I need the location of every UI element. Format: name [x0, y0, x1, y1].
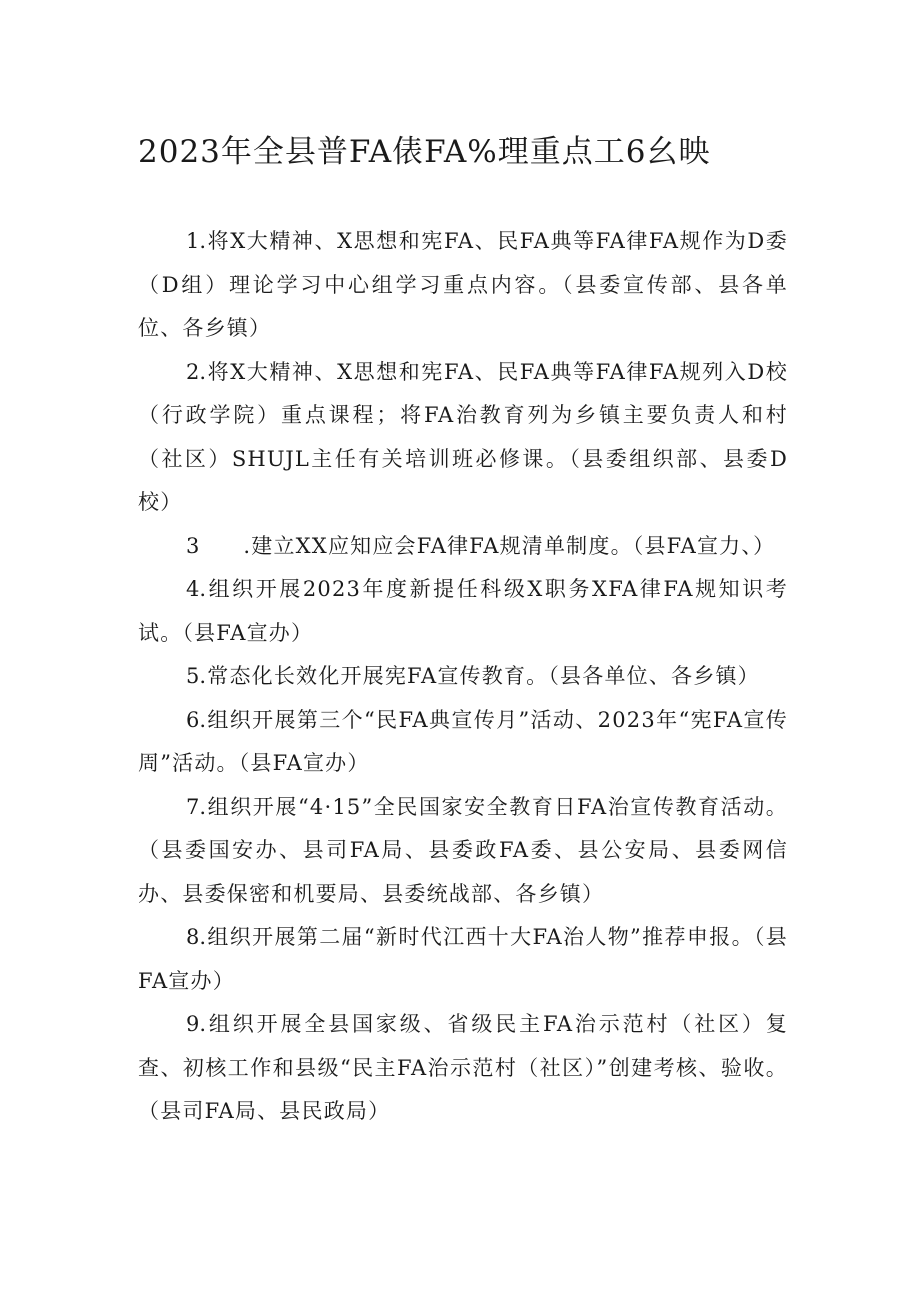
item-text: .组织开展“4·15”全民国家安全教育日FA治宣传教育活动。（县委国安办、县司FA局、县委政FA委、县公安局、县委网信办、县委保密和机要局、县委统战部、各乡镇） [138, 794, 788, 906]
item-text: .常态化长效化开展宪FA宣传教育。（县各单位、各乡镇） [199, 664, 760, 688]
item-number: 9 [186, 1012, 200, 1036]
item-text: .组织开展第二届“新时代江西十大FA治人物”推荐申报。（县FA宣办） [138, 925, 788, 993]
list-item-2 [138, 351, 788, 525]
list-item-1 [138, 220, 788, 351]
item-text: .建立XX应知应会FA律FA规清单制度。（县FA宣力、） [243, 533, 776, 558]
item-number: 8 [186, 925, 200, 949]
item-text: .组织开展2023年度新提任科级X职务XFA律FA规知识考试。（县FA宣办） [138, 577, 788, 645]
item-number: 4 [186, 577, 200, 601]
item-number: 5 [186, 664, 200, 688]
item-number: 1 [186, 229, 200, 253]
item-text: .将X大精神、X思想和宪FA、民FA典等FA律FA规作为D委（D组）理论学习中心组学习重点内容。（县委宣传部、县各单位、各乡镇） [138, 229, 788, 340]
document-body [138, 220, 788, 1134]
list-item-4 [138, 568, 788, 655]
item-text: .将X大精神、X思想和宪FA、民FA典等FA律FA规列入D校（行政学院）重点课程；将FA治教育列为乡镇主要负责人和村（社区）SHUJL主任有关培训班必修课。（县委组织部、县委D校） [138, 359, 788, 514]
list-item-9 [138, 1003, 788, 1134]
list-item-7 [138, 786, 788, 917]
item-number: 7 [186, 794, 200, 819]
list-item-6 [138, 699, 788, 786]
document-title: 2023年全县普FA俵FA%理重点工6幺映 [138, 134, 711, 170]
item-text: .组织开展第三个“民FA典宣传月”活动、2023年“宪FA宣传周”活动。（县FA宣办） [138, 707, 788, 775]
item-number: 3 [186, 533, 200, 558]
item-number: 6 [186, 707, 200, 732]
item-number: 2 [186, 359, 200, 384]
item-text: .组织开展全县国家级、省级民主FA治示范村（社区）复查、初核工作和县级“民主FA治示范村（社区）”创建考核、验收。（县司FA局、县民政局） [138, 1012, 788, 1123]
list-item-5 [138, 655, 788, 699]
list-item-3 [138, 525, 788, 569]
list-item-8 [138, 916, 788, 1003]
